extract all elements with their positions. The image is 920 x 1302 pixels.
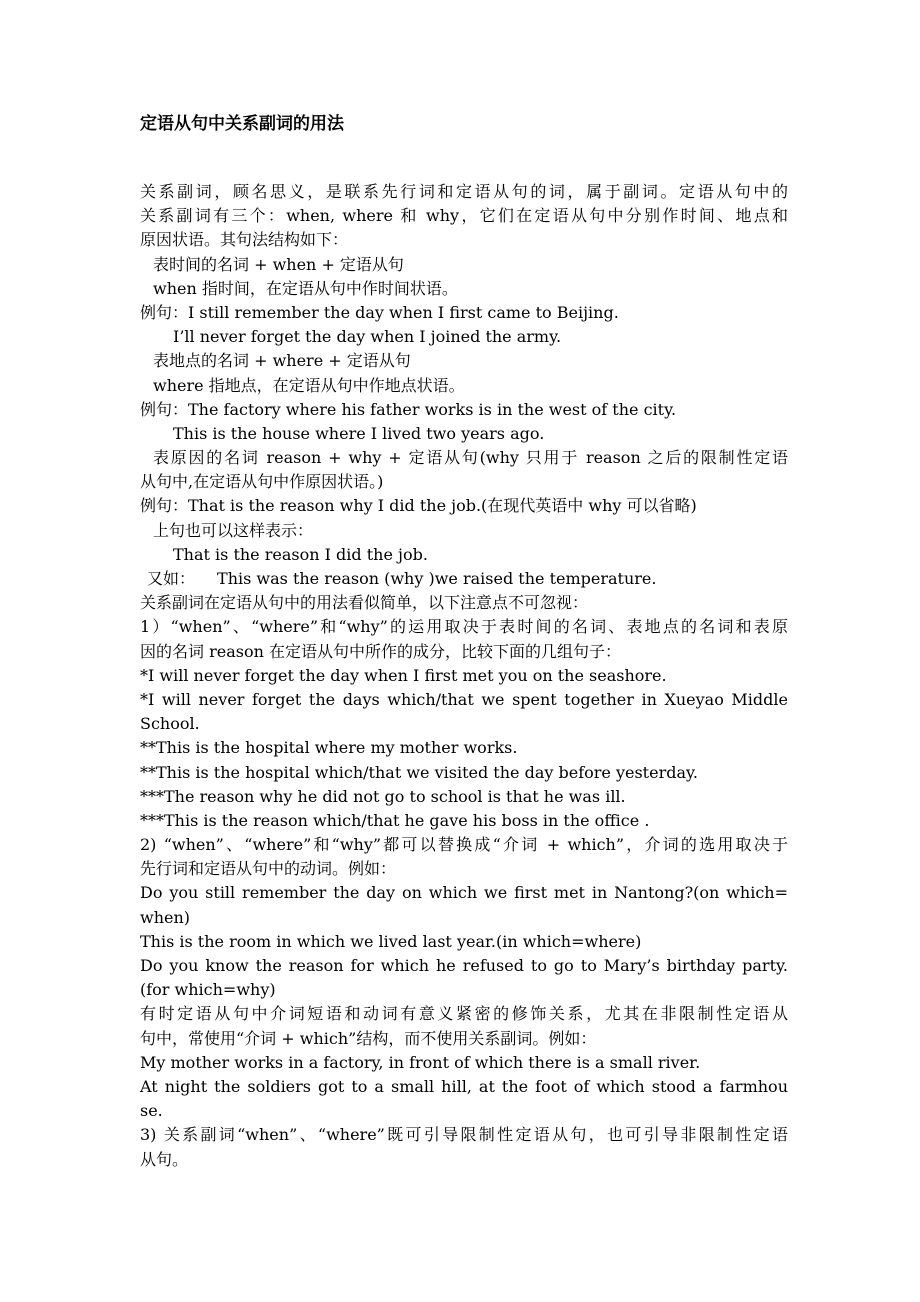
paragraph-line: 例句：That is the reason why I did the job.(在现代英语中 why 可以省略)	[140, 496, 697, 516]
example-label: 又如：	[147, 569, 196, 588]
paragraph-line: when)	[140, 907, 191, 927]
paragraph-line: 原因状语。其句法结构如下：	[140, 230, 349, 250]
paragraph-line: This is the house where I lived two years ago.	[173, 423, 545, 443]
paragraph-line: 有时定语从句中介词短语和动词有意义紧密的修饰关系，尤其在非限制性定语从	[140, 1004, 788, 1024]
paragraph-line: se.	[140, 1101, 163, 1121]
paragraph-line: 先行词和定语从句中的动词。例如：	[140, 859, 397, 879]
paragraph-line: 关系副词，顾名思义，是联系先行词和定语从句的词，属于副词。定语从句中的	[140, 182, 788, 201]
paragraph-line: 句中，常使用“介词 + which”结构，而不使用关系副词。例如：	[140, 1028, 597, 1048]
paragraph-line: when 指时间，在定语从句中作时间状语。	[153, 278, 458, 298]
paragraph-line: 3) 关系副词“when”、“where”既可引导限制性定语从句，也可引导非限制性定语	[140, 1125, 788, 1145]
paragraph-line: Do you still remember the day on which we first met in Nantong?(on which=	[140, 883, 788, 903]
paragraph-line: where 指地点，在定语从句中作地点状语。	[153, 375, 465, 395]
paragraph-line: 表时间的名词 + when + 定语从句	[153, 254, 404, 274]
paragraph-line: 从句。	[140, 1149, 189, 1169]
paragraph-line: My mother works in a factory, in front of which there is a small river.	[140, 1052, 701, 1072]
paragraph-line: ***The reason why he did not go to school is that he was ill.	[140, 786, 626, 806]
example-sentence: This was the reason (why )we raised the temperature.	[217, 569, 657, 588]
paragraph-line: Do you know the reason for which he refused to go to Mary’s birthday party.	[140, 956, 788, 975]
paragraph-line: *I will never forget the day when I first met you on the seashore.	[140, 665, 667, 685]
paragraph-line: That is the reason I did the job.	[173, 544, 428, 564]
paragraph-line: 例句：I still remember the day when I first came to Beijing.	[140, 302, 619, 322]
paragraph-line: 因的名词 reason 在定语从句中所作的成分，比较下面的几组句子：	[140, 641, 621, 661]
paragraph-line: 1）“when”、“where”和“why”的运用取决于表时间的名词、表地点的名词和表原	[140, 617, 788, 637]
paragraph-line: *I will never forget the days which/that we spent together in Xueyao Middle	[140, 689, 788, 709]
paragraph-line: 表原因的名词 reason + why + 定语从句(why 只用于 reason 之后的限制性定语	[153, 448, 788, 468]
paragraph-line: 上句也可以这样表示：	[153, 520, 314, 540]
paragraph-line: 表地点的名词 + where + 定语从句	[153, 351, 411, 371]
paragraph-line: (for which=why)	[140, 980, 276, 1000]
paragraph-line: 从句中,在定语从句中作原因状语。)	[140, 472, 384, 492]
paragraph-line: I’ll never forget the day when I joined the army.	[173, 327, 562, 347]
paragraph-line: 2) “when”、“where”和“why”都可以替换成“介词 + which”，介词的选用取决于	[140, 835, 788, 855]
document-title: 定语从句中关系副词的用法	[140, 114, 344, 134]
paragraph-line: 关系副词在定语从句中的用法看似简单，以下注意点不可忽视：	[140, 593, 589, 613]
paragraph-line	[140, 567, 788, 591]
paragraph-line: **This is the hospital which/that we visited the day before yesterday.	[140, 762, 699, 782]
paragraph-line: This is the room in which we lived last year.(in which=where)	[140, 931, 642, 951]
paragraph-line: **This is the hospital where my mother works.	[140, 738, 518, 758]
document-body	[140, 180, 788, 1172]
paragraph-line: School.	[140, 714, 200, 734]
paragraph-line: ***This is the reason which/that he gave his boss in the office .	[140, 810, 650, 830]
paragraph-line: At night the soldiers got to a small hill, at the foot of which stood a farmhou	[140, 1076, 788, 1096]
paragraph-line: 例句：The factory where his father works is in the west of the city.	[140, 399, 677, 419]
paragraph-line: 关系副词有三个：when, where 和 why，它们在定语从句中分别作时间、地点和	[140, 206, 788, 226]
